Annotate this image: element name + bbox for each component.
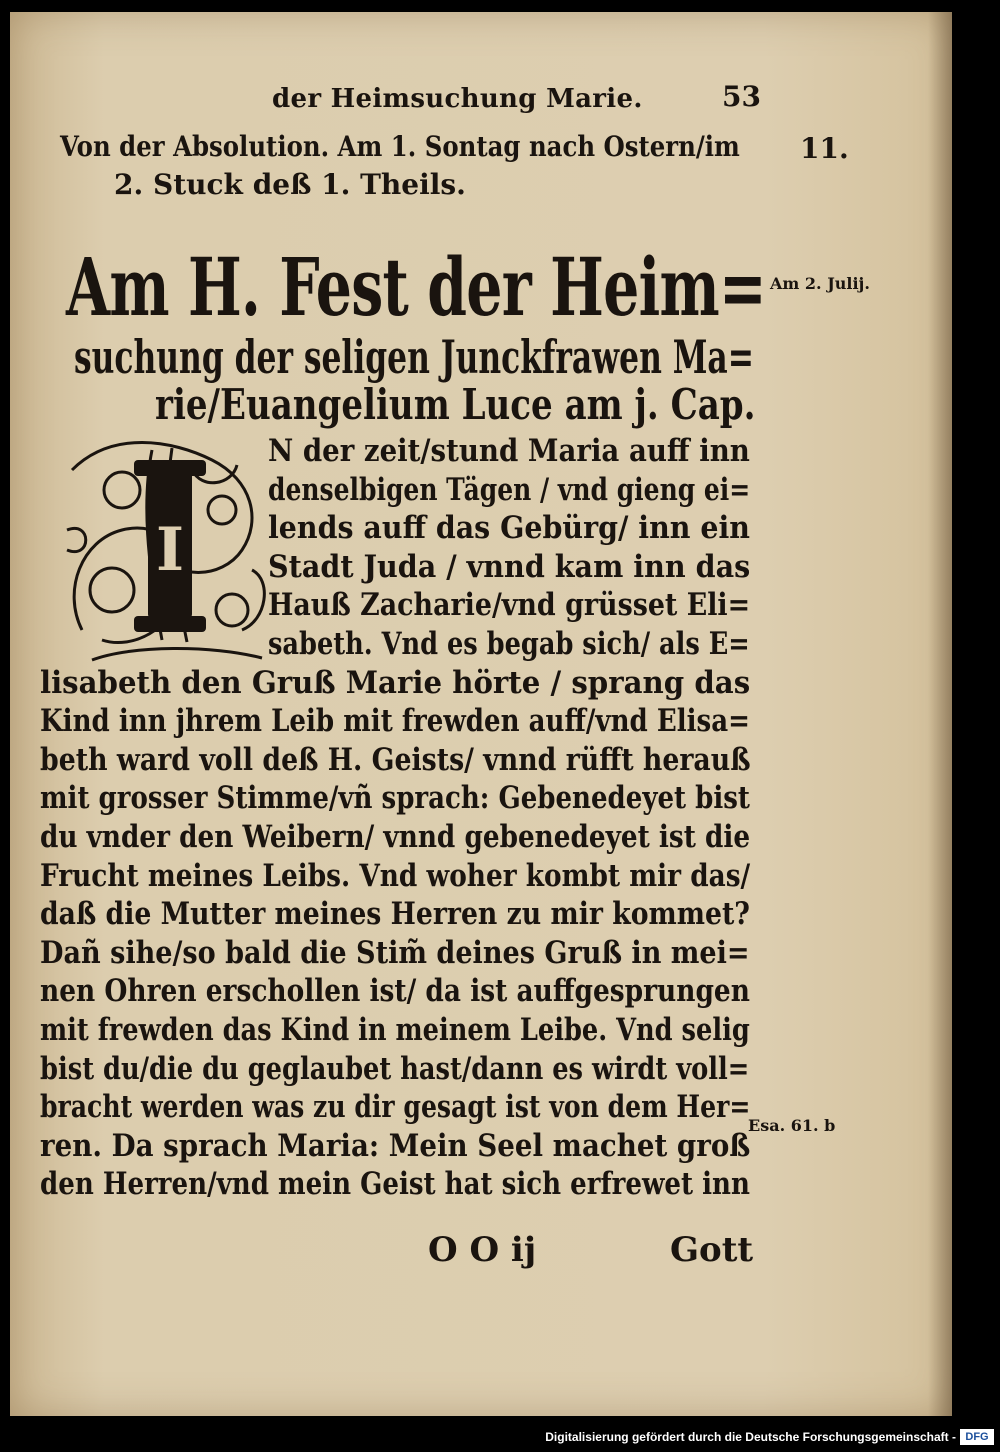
funding-credit: Digitalisierung gefördert durch die Deutsche Forschungsgemeinschaft - [545, 1430, 956, 1444]
body-line: mit grosser Stimme/vñ sprach: Gebenedeyet bist [40, 780, 750, 816]
margin-note-scripture: Esa. 61. b [748, 1116, 836, 1135]
body-line: Hauß Zacharie/vnd grüsset Eli= [268, 587, 751, 623]
body-line: den Herren/vnd mein Geist hat sich erfrewet inn [40, 1166, 750, 1202]
body-line: beth ward voll deß H. Geists/ vnnd rüfft herauß [40, 742, 751, 778]
body-line: Kind inn jhrem Leib mit frewden auff/vnd Elisa= [40, 703, 750, 739]
body-line: bist du/die du geglaubet hast/dann es wirdt voll= [40, 1051, 750, 1087]
ornament-initial-icon [52, 430, 274, 662]
reference-number: 11. [800, 132, 849, 165]
title-line-2: suchung der seligen Junckfrawen Ma= [74, 330, 754, 384]
page-number: 53 [722, 80, 761, 113]
body-line: mit frewden das Kind in meinem Leibe. Vnd selig [40, 1012, 750, 1048]
body-line: ren. Da sprach Maria: Mein Seel machet groß [40, 1128, 751, 1164]
body-line: lisabeth den Gruß Marie hörte / sprang das [40, 665, 751, 701]
reference-line-2: 2. Stuck deß 1. Theils. [114, 168, 466, 201]
title-line-3: rie/Euangelium Luce am j. Cap. [155, 380, 756, 429]
initial-letter: I [155, 515, 185, 585]
body-line: nen Ohren erschollen ist/ da ist auffgesprungen [40, 973, 750, 1009]
footer-bar [0, 1424, 1000, 1452]
book-page [10, 12, 952, 1416]
body-line: sabeth. Vnd es begab sich/ als E= [268, 626, 750, 662]
body-line: daß die Mutter meines Herren zu mir kommet? [40, 896, 750, 932]
title-line-1: Am H. Fest der Heim= [66, 240, 766, 334]
body-line: bracht werden was zu dir gesagt ist von dem Her= [40, 1089, 751, 1125]
signature-mark: O O ij [428, 1230, 537, 1270]
page-spine-shadow [928, 12, 952, 1416]
body-line: lends auff das Gebürg/ inn ein [268, 510, 751, 546]
body-line: Stadt Juda / vnnd kam inn das [268, 549, 751, 585]
reference-line-1: Von der Absolution. Am 1. Sontag nach Ostern/im [60, 130, 740, 163]
body-line: du vnder den Weibern/ vnnd gebenedeyet ist die [40, 819, 751, 855]
catchword: Gott [670, 1230, 754, 1270]
dfg-logo-icon: DFG [960, 1429, 994, 1445]
body-line: Dañ sihe/so bald die Stim̃ deines Gruß in mei= [40, 935, 750, 971]
margin-note-date: Am 2. Julij. [770, 274, 870, 293]
body-line: N der zeit/stund Maria auff inn [268, 433, 750, 469]
running-title: der Heimsuchung Marie. [272, 84, 643, 114]
decorated-initial [52, 430, 274, 662]
body-line: Frucht meines Leibs. Vnd woher kombt mir das/ [40, 858, 751, 894]
body-line: denselbigen Tägen / vnd gieng ei= [268, 472, 751, 508]
